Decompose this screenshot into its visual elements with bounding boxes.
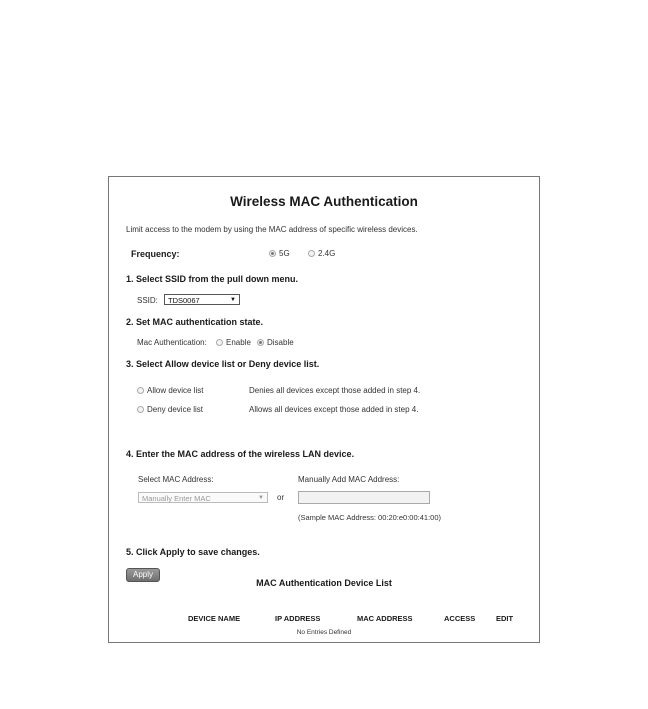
deny-list-description: Allows all devices except those added in step 4. (249, 405, 419, 414)
empty-list-message: No Entries Defined (296, 629, 352, 636)
ssid-select-value: TDS0067 (168, 296, 200, 305)
step2-heading: 2. Set MAC authentication state. (126, 317, 264, 327)
allow-list-radio[interactable] (137, 387, 144, 394)
column-edit: EDIT (496, 614, 514, 623)
step4-heading: 4. Enter the MAC address of the wireless LAN device. (126, 449, 355, 459)
frequency-5g-label: 5G (279, 249, 290, 258)
mac-auth-disable-option[interactable] (257, 338, 294, 347)
mac-auth-enable-label: Enable (226, 338, 251, 347)
ssid-select[interactable] (164, 294, 240, 305)
or-text: or (277, 493, 285, 502)
column-ip-address: IP ADDRESS (275, 614, 321, 623)
device-list-title: MAC Authentication Device List (256, 578, 392, 588)
chevron-down-icon: ▼ (230, 297, 236, 303)
deny-list-label: Deny device list (147, 405, 204, 414)
column-device-name: DEVICE NAME (188, 614, 241, 623)
frequency-24g-radio[interactable] (308, 250, 315, 257)
manual-mac-input[interactable] (298, 491, 430, 504)
select-mac-value: Manually Enter MAC (142, 494, 211, 503)
intro-text: Limit access to the modem by using the MAC address of specific wireless devices. (126, 225, 418, 234)
frequency-24g-option[interactable] (308, 249, 335, 258)
column-access: ACCESS (444, 614, 476, 623)
sample-mac-hint: (Sample MAC Address: 00:20:e0:00:41:00) (298, 513, 441, 522)
step1-heading: 1. Select SSID from the pull down menu. (126, 274, 299, 284)
allow-list-label: Allow device list (147, 386, 204, 395)
step5-heading: 5. Click Apply to save changes. (126, 547, 260, 557)
frequency-5g-radio[interactable] (269, 250, 276, 257)
apply-button[interactable]: Apply (126, 568, 160, 582)
mac-auth-enable-radio[interactable] (216, 339, 223, 346)
manual-mac-label: Manually Add MAC Address: (298, 475, 400, 484)
mac-auth-disable-radio[interactable] (257, 339, 264, 346)
deny-list-option[interactable] (137, 405, 203, 414)
page-title: Wireless MAC Authentication (230, 194, 418, 209)
mac-auth-disable-label: Disable (267, 338, 294, 347)
column-mac-address: MAC ADDRESS (357, 614, 413, 623)
ssid-label: SSID: (137, 296, 158, 305)
step3-heading: 3. Select Allow device list or Deny device list. (126, 359, 320, 369)
allow-list-description: Denies all devices except those added in step 4. (249, 386, 421, 395)
mac-auth-panel (108, 176, 540, 643)
deny-list-radio[interactable] (137, 406, 144, 413)
mac-auth-enable-option[interactable] (216, 338, 251, 347)
mac-auth-label: Mac Authentication: (137, 338, 207, 347)
allow-list-option[interactable] (137, 386, 203, 395)
frequency-5g-option[interactable] (269, 249, 290, 258)
frequency-label: Frequency: (131, 249, 180, 259)
select-mac-dropdown[interactable] (138, 492, 268, 503)
select-mac-label: Select MAC Address: (138, 475, 214, 484)
chevron-down-icon: ▼ (258, 495, 264, 501)
frequency-24g-label: 2.4G (318, 249, 336, 258)
